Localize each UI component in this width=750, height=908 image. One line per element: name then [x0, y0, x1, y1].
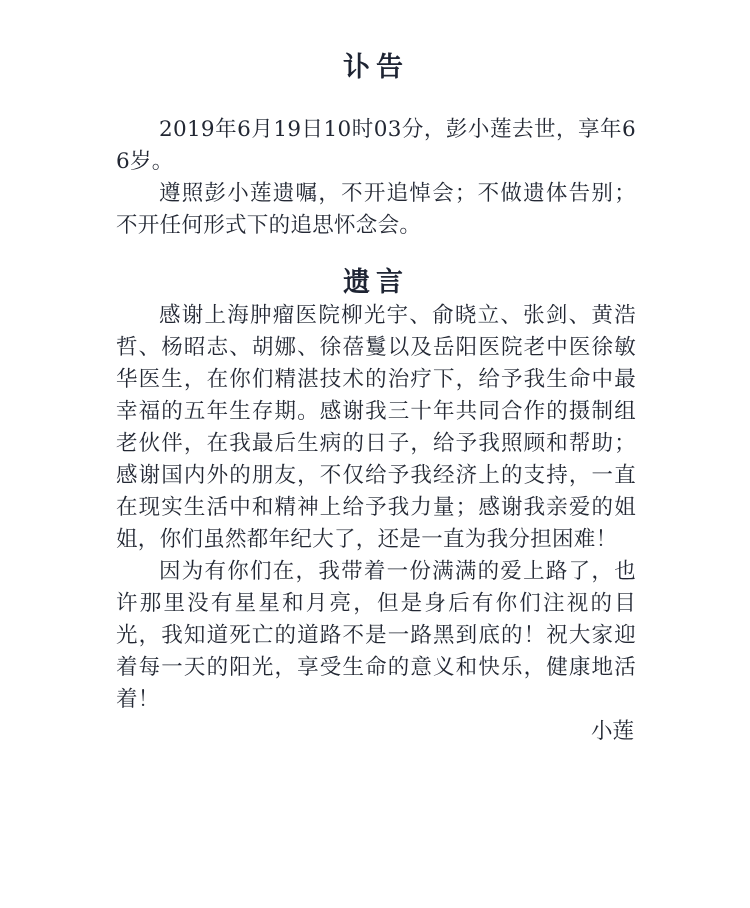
- notice-paragraph: 2019年6月19日10时03分，彭小莲去世，享年66岁。: [116, 117, 636, 174]
- will-title: 遗言: [343, 267, 409, 298]
- notice-body: [116, 114, 636, 242]
- will-body: [116, 300, 636, 716]
- will-paragraph: 因为有你们在，我带着一份满满的爱上路了，也许那里没有星星和月亮，但是身后有你们注视的目光，我知道死亡的道路不是一路黑到底的！祝大家迎着每一天的阳光，享受生命的意义和快乐，健康地活着！: [116, 559, 636, 712]
- signature: 小莲: [590, 719, 634, 744]
- notice-paragraph: 遵照彭小莲遗嘱，不开追悼会；不做遗体告别；不开任何形式下的追思怀念会。: [116, 181, 636, 238]
- notice-title: 讣告: [343, 52, 409, 83]
- will-paragraph: 感谢上海肿瘤医院柳光宇、俞晓立、张剑、黄浩哲、杨昭志、胡娜、徐蓓鬘以及岳阳医院老中医徐敏华医生，在你们精湛技术的治疗下，给予我生命中最幸福的五年生存期。感谢我三十年共同合作的摄制组老伙伴，在我最后生病的日子，给予我照顾和帮助；感谢国内外的朋友，不仅给予我经济上的支持，一直在现实生活中和精神上给予我力量；感谢我亲爱的姐姐，你们虽然都年纪大了，还是一直为我分担困难！: [116, 303, 636, 552]
- document-page: [116, 40, 636, 748]
